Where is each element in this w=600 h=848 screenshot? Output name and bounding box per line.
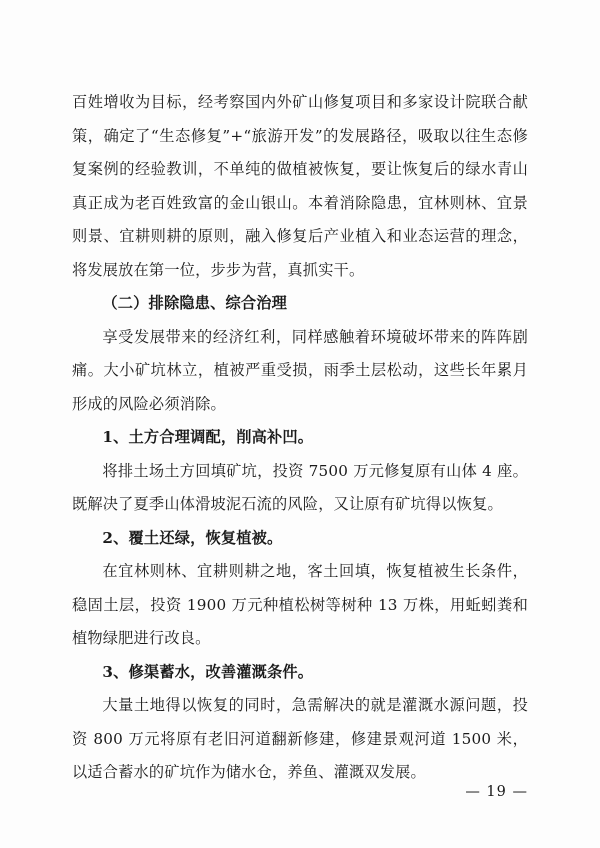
paragraph: 将排土场土方回填矿坑，投资 7500 万元修复原有山体 4 座。既解决了夏季山体滑坡泥石流的风险，又让原有矿坑得以恢复。: [72, 461, 528, 513]
subsection-heading: 1、土方合理调配，削高补凹。: [102, 428, 314, 446]
paragraph: 百姓增收为目标，经考察国内外矿山修复项目和多家设计院联合献策，确定了“生态修复”+“旅游开发”的发展路径，吸取以往生态修复案例的经验教训，不单纯的做植被恢复，要让恢复后的绿水青山真正成为老百姓致富的金山银山。本着消除隐患，宜林则林、宜景则景、宜耕则耕的原则，融入修复后产业植入和业态运营的理念，将发展放在第一位，步步为营，真抓实干。: [72, 93, 528, 279]
paragraph: 大量土地得以恢复的同时，急需解决的就是灌溉水源问题，投资 800 万元将原有老旧河道翻新修建，修建景观河道 1500 米，以适合蓄水的矿坑作为储水仓，养鱼、灌溉双发展。: [72, 696, 528, 781]
section-heading: （二）排除隐患、综合治理: [102, 294, 288, 312]
document-body: [72, 86, 528, 790]
paragraph: 享受发展带来的经济红利，同样感触着环境破坏带来的阵阵剧痛。大小矿坑林立，植被严重受损，雨季土层松动，这些长年累月形成的风险必须消除。: [72, 327, 528, 413]
subsection-heading: 2、覆土还绿，恢复植被。: [102, 528, 283, 547]
paragraph: 在宜林则林、宜耕则耕之地，客土回填，恢复植被生长条件，稳固土层，投资 1900 万元种植松树等树种 13 万株，用蚯蚓粪和植物绿肥进行改良。: [72, 562, 528, 647]
page-number: — 19 —: [465, 784, 528, 800]
subsection-heading: 3、修渠蓄水，改善灌溉条件。: [102, 662, 314, 681]
